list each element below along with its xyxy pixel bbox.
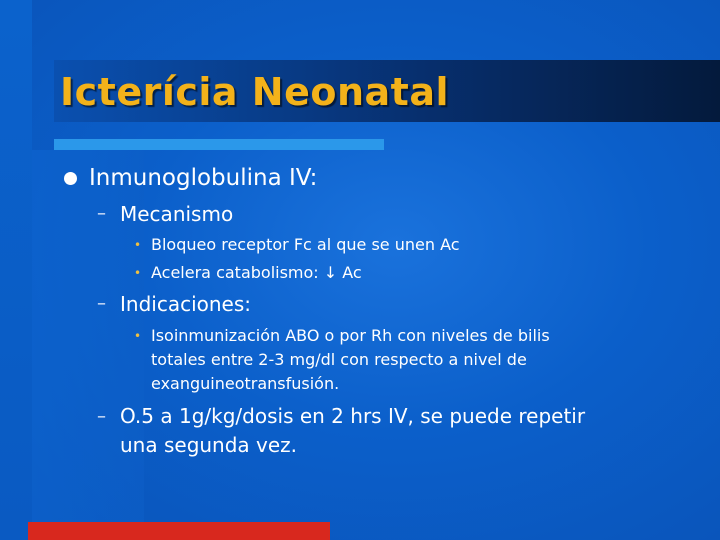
indicaciones-line-2: totales entre 2-3 mg/dl con respecto a nivel de <box>151 350 527 369</box>
bullet-inmunoglobulina: Inmunoglobulina IV: <box>89 165 318 191</box>
mecanismo-item-1: Bloqueo receptor Fc al que se unen Ac <box>151 235 460 254</box>
bullet-dot-icon <box>64 172 77 185</box>
slide-title: Icterícia Neonatal <box>60 70 449 114</box>
sub-bullet-mecanismo: Mecanismo <box>120 202 234 226</box>
small-dot-icon: • <box>134 238 142 252</box>
dash-icon: – <box>97 293 106 314</box>
dosis-line-2: una segunda vez. <box>120 433 298 457</box>
sub-bullet-indicaciones: Indicaciones: <box>120 292 252 316</box>
indicaciones-line-1: Isoinmunización ABO o por Rh con niveles de bilis <box>151 326 550 345</box>
indicaciones-item <box>151 324 671 396</box>
small-dot-icon: • <box>134 266 142 280</box>
dash-icon: – <box>97 203 106 224</box>
dash-icon: – <box>97 406 106 427</box>
indicaciones-line-3: exanguineotransfusión. <box>151 374 340 393</box>
small-dot-icon: • <box>134 329 142 343</box>
sub-bullet-dosis <box>120 402 680 460</box>
dosis-line-1: O.5 a 1g/kg/dosis en 2 hrs IV, se puede repetir <box>120 404 586 428</box>
mecanismo-item-2: Acelera catabolismo: ↓ Ac <box>151 263 362 282</box>
